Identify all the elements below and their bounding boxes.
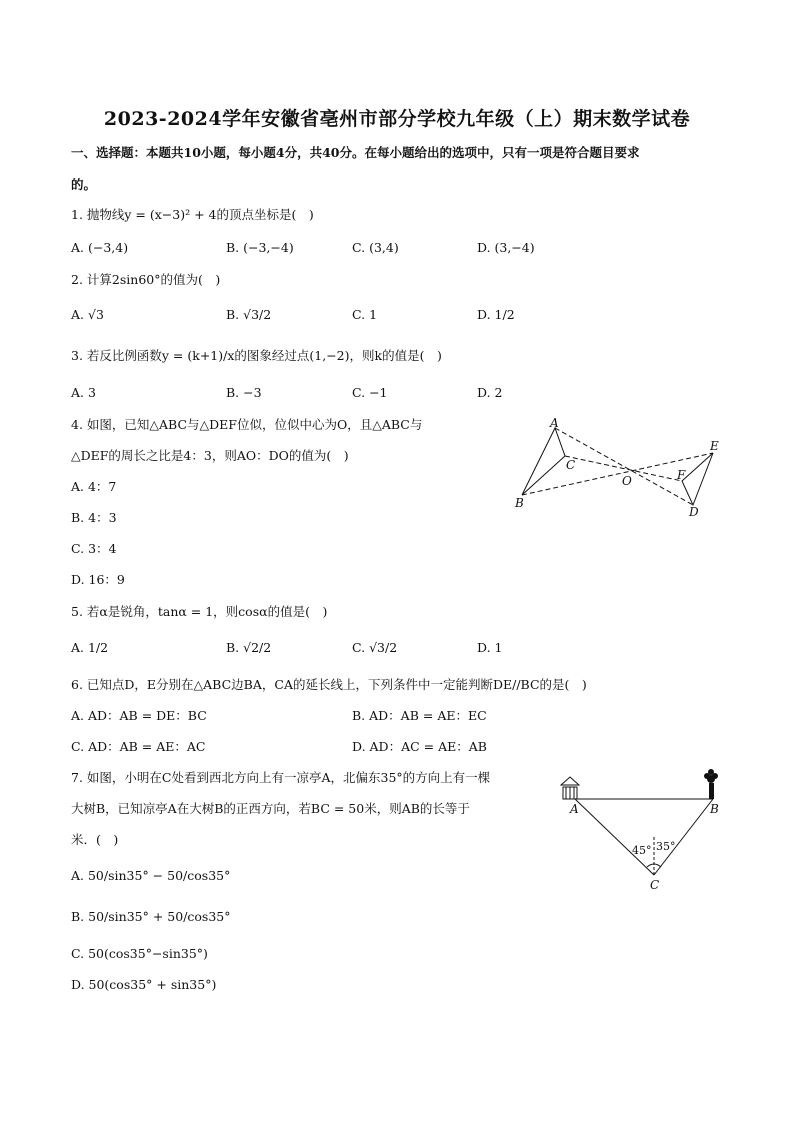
label-a: A [570, 802, 579, 816]
section-heading: 一、选择题：本题共10小题，每小题4分，共40分。在每小题给出的选项中，只有一项是符合题目要求 [71, 145, 640, 160]
label-c: C [650, 878, 660, 892]
q2-option-c: C. 1 [352, 307, 378, 322]
segment-bc [654, 799, 713, 875]
q2-option-d: D. 1/2 [477, 307, 515, 322]
label-c: C [566, 458, 576, 472]
q6-option-a: A. AD：AB = DE：BC [71, 708, 207, 723]
question-7-stem-end: 米．( ) [71, 832, 119, 847]
triangle-def [682, 453, 713, 505]
q3-option-d: D. 2 [477, 385, 503, 400]
q7-option-c: C. 50(cos35°−sin35°) [71, 946, 208, 961]
q1-option-d: D. (3,−4) [477, 240, 535, 255]
question-3-stem: 3. 若反比例函数y = (k+1)/x的图象经过点(1,−2)，则k的值是( ) [71, 348, 442, 363]
q4-option-a: A. 4：7 [71, 479, 117, 494]
pavilion-icon [561, 777, 579, 799]
q7-option-d: D. 50(cos35° + sin35°) [71, 977, 217, 992]
tree-icon [704, 769, 718, 799]
q1-option-b: B. (−3,−4) [226, 240, 294, 255]
q7-option-b: B. 50/sin35° + 50/cos35° [71, 909, 231, 924]
q6-option-d: D. AD：AC = AE：AB [352, 739, 487, 754]
q7-option-a: A. 50/sin35° − 50/cos35° [71, 868, 231, 883]
angle-arc [647, 864, 661, 867]
q3-option-a: A. 3 [71, 385, 96, 400]
label-b: B [710, 802, 719, 816]
q4-option-b: B. 4：3 [71, 510, 117, 525]
label-d: D [689, 505, 699, 519]
question-5-stem: 5. 若α是锐角，tanα = 1，则cosα的值是( ) [71, 604, 328, 619]
angle-45: 45° [632, 844, 652, 857]
label-b: B [515, 496, 524, 510]
q4-option-c: C. 3：4 [71, 541, 117, 556]
q1-option-a: A. (−3,4) [71, 240, 129, 255]
q2-option-a: A. √3 [71, 307, 104, 322]
angle-35: 35° [656, 840, 676, 853]
q1-option-c: C. (3,4) [352, 240, 399, 255]
q6-option-c: C. AD：AB = AE：AC [71, 739, 206, 754]
q5-option-a: A. 1/2 [71, 640, 109, 655]
segment-ac [575, 799, 654, 875]
q2-option-b: B. √3/2 [226, 307, 272, 322]
question-4-stem: 4. 如图，已知△ABC与△DEF位似，位似中心为O，且△ABC与 [71, 417, 423, 432]
q5-option-c: C. √3/2 [352, 640, 398, 655]
question-7-stem-cont: 大树B，已知凉亭A在大树B的正西方向，若BC = 50米，则AB的长等于 [71, 801, 470, 816]
q6-option-b: B. AD：AB = AE：EC [352, 708, 487, 723]
label-f: F [677, 468, 686, 482]
similar-triangles-figure [505, 412, 735, 522]
triangle-abc [522, 428, 565, 495]
q3-option-b: B. −3 [226, 385, 262, 400]
q4-option-d: D. 16：9 [71, 572, 125, 587]
label-o: O [622, 474, 632, 488]
label-a: A [550, 416, 559, 430]
page-title: 2023-2024学年安徽省亳州市部分学校九年级（上）期末数学试卷 [103, 108, 691, 130]
section-heading-cont: 的。 [71, 177, 97, 192]
question-4-stem-cont: △DEF的周长之比是4：3，则AO：DO的值为( ) [71, 448, 349, 463]
pavilion-tree-figure [555, 765, 730, 895]
question-6-stem: 6. 已知点D，E分别在△ABC边BA，CA的延长线上，下列条件中一定能判断DE//BC的是( ) [71, 677, 587, 692]
question-1-stem: 1. 抛物线y = (x−3)² + 4的顶点坐标是( ) [71, 207, 314, 222]
question-2-stem: 2. 计算2sin60°的值为( ) [71, 272, 221, 287]
q3-option-c: C. −1 [352, 385, 388, 400]
q5-option-b: B. √2/2 [226, 640, 272, 655]
label-e: E [710, 439, 719, 453]
question-7-stem: 7. 如图，小明在C处看到西北方向上有一凉亭A，北偏东35°的方向上有一棵 [71, 770, 491, 785]
q5-option-d: D. 1 [477, 640, 503, 655]
